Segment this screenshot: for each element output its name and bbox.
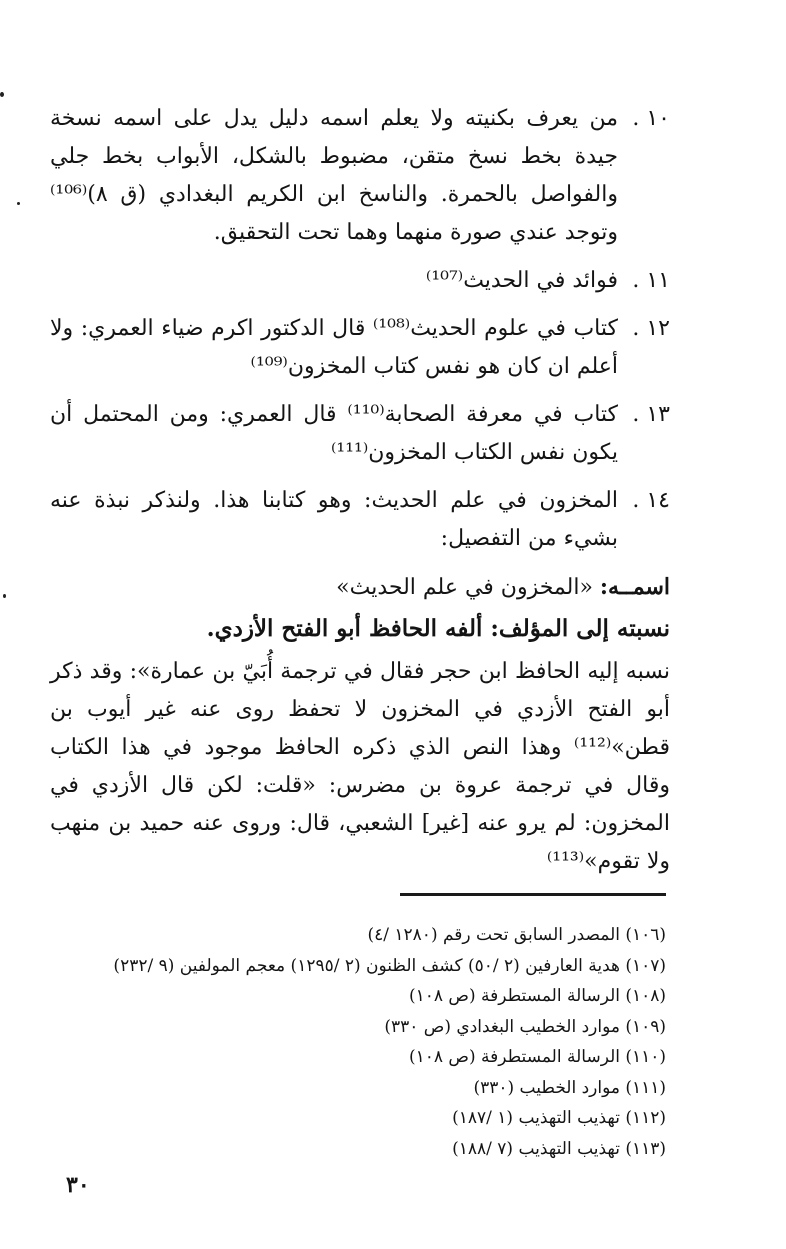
footnote-text: الرسالة المستطرفة (ص ١٠٨)	[408, 1047, 620, 1067]
item-text: كتاب في معرفة الصحابة⁽¹¹⁰⁾ قال العمري: ومن المحتمل أن يكون نفس الكتاب المخزون⁽¹¹¹⁾	[50, 402, 619, 465]
footnote	[46, 951, 666, 982]
footnote-number: (١٠٦)	[625, 925, 666, 945]
footnote-text: الرسالة المستطرفة (ص ١٠٨)	[408, 986, 620, 1006]
item-text: من يعرف بكنيته ولا يعلم اسمه دليل يدل على اسمه نسخة جيدة بخط نسخ متقن، مضبوط بالشكل، الأبواب بخط جلي والفواصل بالحمرة. والناسخ ابن الكريم البغدادي (ق ٨)⁽¹⁰⁶⁾ وتوجد عندي صورة منهما وهما تحت التحقيق.	[50, 106, 618, 245]
scan-speck	[3, 594, 6, 598]
footnote	[46, 1042, 666, 1073]
footnote-number: (١١٣)	[625, 1138, 666, 1159]
list-item	[50, 482, 670, 558]
scan-speck	[17, 202, 20, 205]
item-number: ١٣ .	[632, 402, 670, 427]
item-number: ١٠ .	[632, 106, 670, 131]
footnote	[46, 981, 666, 1012]
footnote	[46, 1134, 666, 1165]
footnote	[46, 1103, 666, 1134]
list-item	[50, 396, 670, 472]
item-text: كتاب في علوم الحديث⁽¹⁰⁸⁾ قال الدكتور اكرم ضياء العمري: ولا أعلم ان كان هو نفس كتاب المخزون⁽¹⁰⁹⁾	[50, 316, 618, 379]
footnote-number: (١٠٧)	[625, 955, 666, 976]
item-number: ١٤ .	[632, 488, 670, 513]
footnote-text: هدية العارفين (٢ /٥٠) كشف الظنون (٢ /١٢٩٥) معجم المولفين (٩ /٢٣٢)	[113, 955, 620, 976]
main-text	[50, 100, 670, 881]
section-heading: نسبته إلى المؤلف: ألفه الحافظ أبو الفتح الأزدي.	[206, 615, 670, 642]
footnote-text: تهذيب التهذيب (١ /١٨٧)	[452, 1108, 620, 1128]
list-item	[50, 310, 670, 386]
list-item	[50, 262, 670, 300]
scan-speck	[0, 92, 4, 97]
page-number: ٣٠	[66, 1172, 90, 1198]
name-label: اسمــه:	[599, 574, 670, 600]
footnote	[46, 1012, 666, 1043]
item-text: فوائد في الحديث⁽¹⁰⁷⁾	[425, 268, 618, 293]
book-name-line	[50, 568, 670, 607]
footnote-number: (١١٠)	[625, 1047, 666, 1067]
footnotes	[46, 920, 666, 1164]
list-item	[50, 100, 670, 252]
name-value: «المخزون في علم الحديث»	[336, 575, 593, 600]
footnote	[46, 920, 666, 951]
footnote-number: (١١١)	[625, 1077, 666, 1098]
footnote-text: المصدر السابق تحت رقم (١٢٨٠ /٤)	[367, 925, 620, 945]
footnote-text: موارد الخطيب (٣٣٠)	[473, 1077, 620, 1098]
footnote-text: تهذيب التهذيب (٧ /١٨٨)	[452, 1138, 620, 1159]
footnote-number: (١١٢)	[625, 1108, 666, 1128]
footnote-number: (١٠٨)	[625, 986, 666, 1006]
footnote-divider	[400, 893, 666, 896]
item-text: المخزون في علم الحديث: وهو كتابنا هذا. ولنذكر نبذة عنه بشيء من التفصيل:	[50, 488, 618, 551]
footnote	[46, 1073, 666, 1104]
footnote-number: (١٠٩)	[625, 1016, 666, 1037]
body-paragraph: نسبه إليه الحافظ ابن حجر فقال في ترجمة أُبَيّ بن عمارة»: وقد ذكر أبو الفتح الأزدي في المخزون لا تحفظ روى عنه غير أيوب بن قطن»⁽¹¹²⁾ وهذا النص الذي ذكره الحافظ موجود في هذا الكتاب وقال في ترجمة عروة بن مضرس: «قلت: لكن قال الأزدي في المخزون: لم يرو عنه [غير] الشعبي، قال: وروى عنه حميد بن منهب ولا تقوم»⁽¹¹³⁾	[50, 659, 670, 874]
footnote-text: موارد الخطيب البغدادي (ص ٣٣٠)	[384, 1016, 620, 1037]
item-number: ١١ .	[632, 268, 670, 293]
item-number: ١٢ .	[632, 316, 670, 341]
